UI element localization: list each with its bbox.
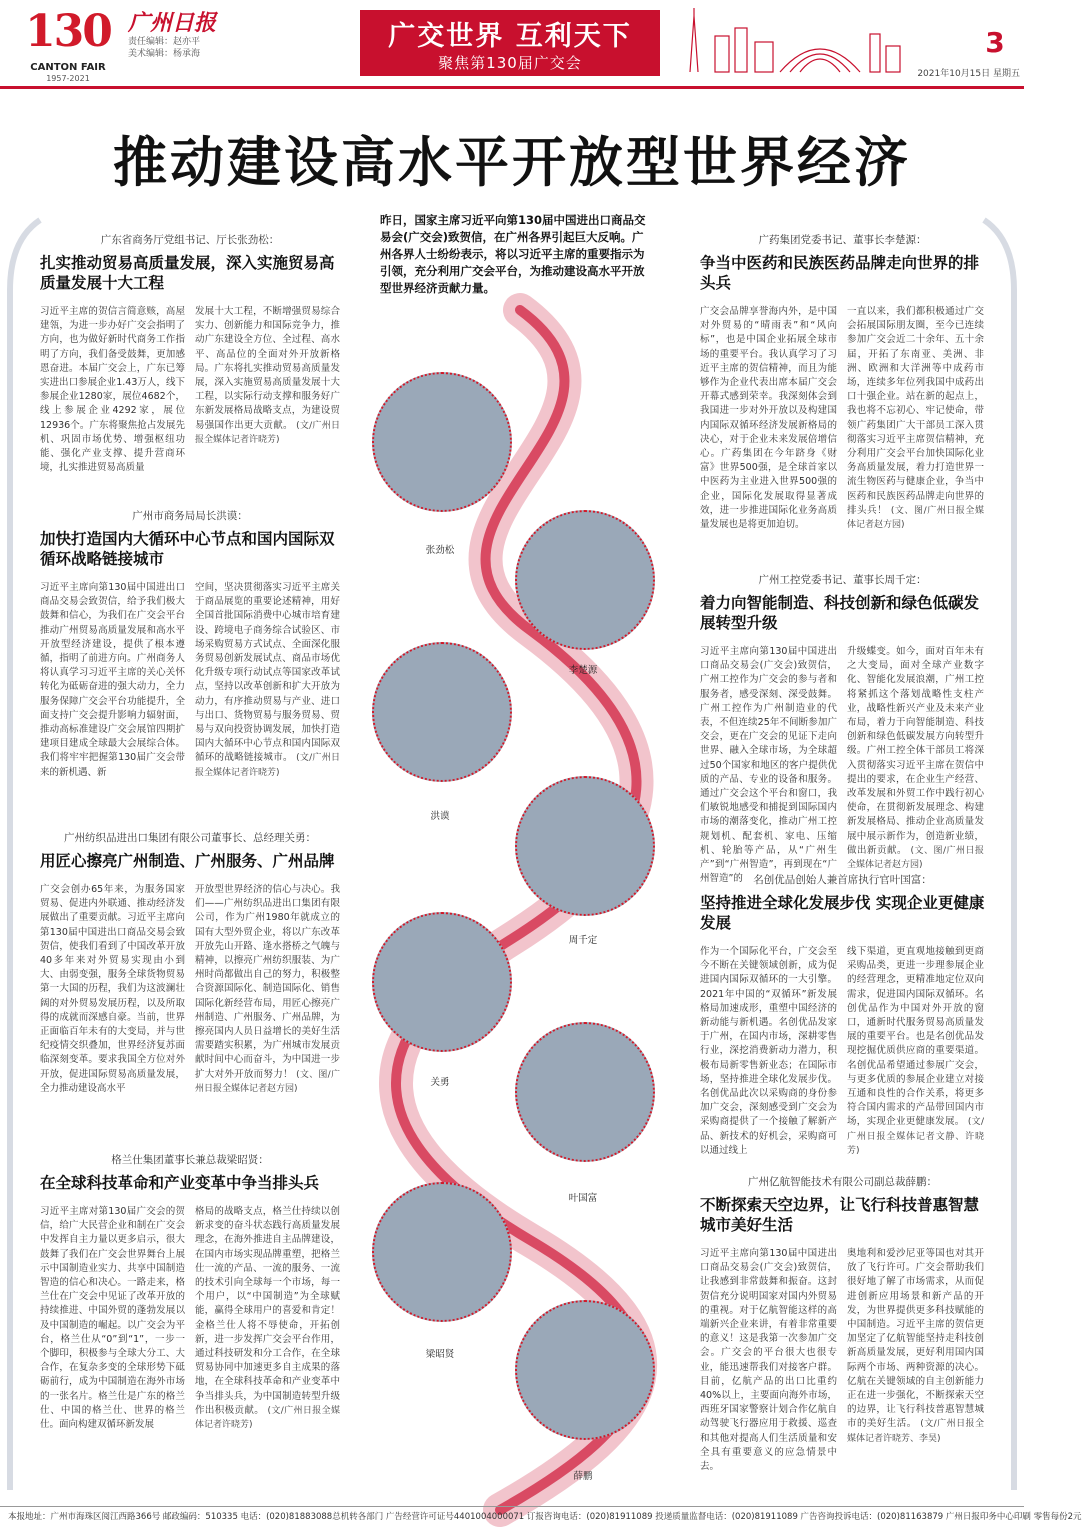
article-byline: 广州纺织品进出口集团有限公司董事长、总经理关勇： xyxy=(64,832,316,844)
article-credit: (文/广州日报全媒体记者许晓芳) xyxy=(195,1405,340,1431)
portrait-photo xyxy=(515,1300,655,1440)
person-name: 叶国富 xyxy=(568,1193,598,1204)
article-byline: 广药集团党委书记、董事长李楚源： xyxy=(758,234,927,246)
article-column: 广交会品牌享誉海内外，是中国对外贸易的“晴雨表”和“风向标”，也是中国企业拓展全球市场的重要平台。我认真学习了习近平主席的贺信精神，而且为能够作为企业代表出席本届广交会开幕式感到荣幸。我深刻体会到我国进一步对外开放以及构建国内国际双循环经济发展新格局的决心，对于企业未来发展倍增信心。广药集团在今年跻身《财富》世界500强，是全球首家以中医药为主业进入世界500强的企业，国际化发展取得显著成效，进一步推进国际化业务高质量发展也是将更加迫切。 xyxy=(700,306,837,531)
article-title: 坚持推进全球化发展步伐 实现企业更健康发展 xyxy=(700,894,985,932)
article-column xyxy=(847,1247,984,1474)
article-title: 争当中医药和民族医药品牌走向世界的排头兵 xyxy=(700,254,980,292)
article-title: 不断探索天空边界，让飞行科技普惠智慧城市美好生活 xyxy=(700,1196,980,1234)
canton-fair-logo xyxy=(14,6,122,83)
article-title: 在全球科技革命和产业变革中争当排头兵 xyxy=(40,1174,320,1192)
article-title: 加快打造国内大循环中心节点和国内国际双循环战略链接城市 xyxy=(40,530,335,568)
city-skyline-illustration xyxy=(660,6,920,72)
banner-subtitle: 聚焦第130届广交会 xyxy=(438,54,582,72)
article-credit: (文/广州日报全媒体记者许晓芳) xyxy=(195,420,340,445)
article-text: 格局的战略支点，格兰仕持续以创新求变的奋斗状态践行高质量发展理念，在海外推进自主品牌建设，在国内市场实现品牌重塑，把格兰仕一流的产品、一流的服务、一流的技术引向全球每一个市场，每一个用户，以“中国制造”为全球赋能，赢得全球用户的喜爱和肯定！金格兰仕人将不辱使命，开拓创新，进一步发挥广交会平台作用，通过科技研发和分工合作，在全球贸易协同中加速更多自主成果的落地，在全球科技革命和产业变革中争当排头兵，为中国制造转型升级作出积极贡献。 xyxy=(195,1206,340,1416)
person-name: 张劲松 xyxy=(425,545,455,556)
article-byline: 广州亿航智能技术有限公司副总裁薛鹏： xyxy=(748,1176,937,1188)
article-column xyxy=(195,581,340,780)
main-headline: 推动建设高水平开放型世界经济 xyxy=(113,131,911,194)
article-column xyxy=(847,945,984,1158)
intro-paragraph: 昨日，国家主席习近平向第130届中国进出口商品交易会(广交会)致贺信，在广州各界引起巨大反响。广州各界人士纷纷表示，将以习近平主席的重要指示为引领，充分利用广交会平台，为推动建设高水平开放型世界经济贡献力量。 xyxy=(380,213,646,295)
article-block xyxy=(40,1152,340,1497)
article-column: 习近平主席的贺信言简意赅，高屋建瓴，为进一步办好广交会指明了方向，也为做好新时代商务工作指明了方向，我们备受鼓舞，更加感恩奋进。本届广交会上，广东已筹实进出口参展企业1.43万人，线下参展企业1280家，展位4682个，线上参展企业4292家，展位12936个。广东将聚焦抢占发展先机、巩固市场优势、增强枢纽功能、强化产业支撑、提升营商环境，扎实推进贸易高质量 xyxy=(40,306,185,474)
portrait-photo xyxy=(515,776,655,916)
article-credit: (文/广州日报全媒体记者文静、许晓芳) xyxy=(847,1117,984,1156)
article-block xyxy=(700,872,985,1172)
article-credit: (文/广州日报全媒体记者许晓芳) xyxy=(195,753,340,778)
person-name: 梁昭贤 xyxy=(425,1349,455,1360)
article-credit: (文、图/广州日报全媒体记者赵方园) xyxy=(847,505,984,531)
page-number: 3 xyxy=(985,26,1005,59)
person-name: 周千定 xyxy=(568,935,598,946)
article-block xyxy=(40,508,340,820)
article-title: 用匠心擦亮广州制造、广州服务、广州品牌 xyxy=(40,852,335,870)
article-credit: (文/广州日报全媒体记者许晓芳、李昊) xyxy=(847,1419,984,1444)
person-name: 薛鹏 xyxy=(573,1471,593,1482)
article-text: 线下渠道，更直观地接触到更商采购品类，更进一步理参展企业的经营理念，更精准地定位双向需求，促进国内国际双循环。名创优品作为中国对外开放的窗口，通新时代服务贸易高质量发展的重要平台。也是名创优品发现挖掘优质供应商的重要渠道。名创优品希望通过参展广交会，与更多优质的参展企业建立对接互通和良性的合作关系，将更多符合国内需求的产品带回国内市场，实现企业更健康发展。 xyxy=(847,946,984,1128)
article-column xyxy=(195,305,340,475)
page-footer: 本报地址：广州市海珠区阅江西路366号 邮政编码：510335 电话：(020)81883088总机转各部门 广告经营许可证号4401004000071 订报咨询电话：(020)81911089 投递质量监督电话：(020)81911089 广告咨询投诉电话：(020)81163879 广州日报印务中心印刷 零售每份2元 xyxy=(0,1506,1024,1528)
logo-text: CANTON FAIR xyxy=(30,62,106,73)
article-column xyxy=(847,645,984,886)
article-column: 广交会创办65年来，为服务国家贸易、促进内外联通、推动经济发展做出了重要贡献。习近平主席向第130届中国进出口商品交易会致贺信，使我们看到了中国改革开放40多年来对外贸易实现由小到大、由弱变强，服务全球货物贸易第一大国的历程，我们为这波澜壮阔的对外贸易发展历程，以及所取得的成就而深感自豪。当前，世界正面临百年未有的大变局，并与世纪疫情交织叠加，世界经济复苏面临深刻变革。要求我国全方位对外开放，促进国际贸易高质量发展，全力推动建设高水平 xyxy=(40,884,185,1094)
article-credit: (文、图/广州日报全媒体记者赵方园) xyxy=(195,1069,340,1094)
article-column: 作为一个国际化平台，广交会至今不断在关键领域创新，成为促进国内国际双循环的一大引擎。2021年中国的“双循环”新发展格局加速成形，重塑中国经济的新动能与新机遇。名创优品发家于广州，在国内市场，深耕零售行业，深挖消费新动力潜力，积极布局新零售新业态；在国际市场，坚持推进全球化发展步伐。名创优品此次以采购商的身份参加广交会，深刻感受到广交会为采购商提供了一个接触了解新产品、新技术的好机会，采购商可以通过线上 xyxy=(700,946,837,1156)
portrait-photo xyxy=(372,372,512,512)
article-column xyxy=(195,1205,340,1432)
portrait-photo xyxy=(515,510,655,650)
article-block xyxy=(700,232,985,532)
article-column xyxy=(847,305,984,532)
article-text: 一直以来，我们都积极通过广交会拓展国际朋友圈，至今已连续参加广交会近二十余年、五十余届，开拓了东南亚、美洲、非洲、欧洲和大洋洲等中成药市场，连续多年位列我国中成药出口十强企业。站在新的起点上，我也将不忘初心、牢记使命，带领广药集团广大干部员工深入贯彻落实习近平主席贺信精神，充分利用广交会平台加快国际化业务高质量发展，着力打造世界一流生物医药与健康企业，争当中医药和民族医药品牌走向世界的排头兵！ xyxy=(847,306,984,516)
article-text: 奥地利和爱沙尼亚等国也对其开放了飞行许可。广交会帮助我们很好地了解了市场需求，从而促进创新应用场景和新产品的开发，为世界提供更多科技赋能的中国制造。习近平主席的贺信更加坚定了亿航智能坚持走科技创新高质量发展，更好利用国内国际两个市场、两种资源的决心。亿航在关键领域的自主创新能力正在进一步强化，不断探索天空的边界，让飞行科技普惠智慧城市的美好生活。 xyxy=(847,1248,984,1430)
person-name: 关勇 xyxy=(430,1077,450,1088)
issue-date: 2021年10月15日 星期五 xyxy=(917,69,1020,79)
editor-line: 责任编辑：赵亦平 xyxy=(128,37,201,47)
person-name: 洪谟 xyxy=(430,811,450,822)
portrait-photo xyxy=(372,642,512,782)
article-byline: 格兰仕集团董事长兼总裁梁昭贤： xyxy=(111,1154,269,1166)
article-text: 升级蝶变。如今，面对百年未有之大变局，面对全球产业数字化、智能化发展浪潮，广州工控将紧抓这个落划战略性支柱产业，战略性新兴产业及未来产业布局，着力于向智能制造、科技创新和绿色低碳发展方向转型升级。广州工控全体干部员工将深入贯彻落实习近平主席在贺信中提出的要求，在企业生产经营、改革发展和外贸工作中践行初心使命，在贯彻新发展理念、构建新发展格局、推动企业高质量发展中展示新作为，创造新业绩，做出新贡献。 xyxy=(847,646,984,856)
article-text: 开放型世界经济的信心与决心。我们——广州纺织品进出口集团有限公司，作为广州1980年就成立的国有大型外贸企业，将以广东改革开放先山开路、逢水搭桥之气魄与精神，以擦亮广州纺织服装、为广州时尚都做出自己的努力，积极整合资源国际化、制造国际化、销售国际化新经营布局，用匠心擦亮广州制造、广州服务、广州品牌，为擦亮国内人员日益增长的美好生活需要踏实积累，为广州城市发展贡献时间中心而奋斗，为中国进一步扩大对外开放而努力！ xyxy=(195,884,340,1080)
article-text: 空间，坚决贯彻落实习近平主席关于商品展览的重要论述精神，用好全国首批国际消费中心城市培育建设、跨境电子商务综合试验区、市场采购贸易方式试点、全面深化服务贸易创新发展试点、商品市场优化升级专项行动试点等国家改革试点，坚持以改革创新和扩大开放为动力，有序推动贸易与产业、进口与出口、货物贸易与服务贸易、贸易与双向投资协调发展，加快打造国内大循环中心节点和国内国际双循环的战略链接城市。 xyxy=(195,582,340,764)
article-block xyxy=(40,232,340,472)
article-column xyxy=(195,883,340,1096)
portrait-photo xyxy=(372,1182,512,1322)
article-title: 着力向智能制造、科技创新和绿色低碳发展转型升级 xyxy=(700,594,980,632)
portrait-photo xyxy=(372,912,512,1052)
article-byline: 广州工控党委书记、董事长周千定： xyxy=(758,574,927,586)
article-text: 发展十大工程，不断增强贸易综合实力、创新能力和国际竞争力，推动广东建设全方位、全过程、高水平、高品位的全面对外开放新格局。广东将扎实推动贸易高质量发展，深入实施贸易高质量发展十大工程，以实际行动支撑和服务好广东新发展格局战略支点，为建设贸易强国作出更大贡献。 xyxy=(195,306,340,431)
article-column: 习近平主席向第130届中国进出口商品交易会(广交会)致贺信，让我感到非常鼓舞和振奋。这封贺信充分说明国家对国内外贸易的重视。对于亿航智能这样的高端新兴企业来讲，有着非常重要的意义！这是我第一次参加广交会。广交会的平台很大也很专业，能迅速帮我们对接客户群。目前，亿航产品的出口比重约40%以上，主要面向海外市场，西班牙国家警察计划合作亿航自动驾驶飞行器应用于救援、巡查和其他对提高人们生活质量和安全具有重要意义的应急情景中去。 xyxy=(700,1248,837,1473)
person-name: 李楚源 xyxy=(568,665,598,676)
editor-credits xyxy=(128,36,268,60)
logo-number: 130 xyxy=(25,6,111,57)
newspaper-name: 广州日报 xyxy=(128,10,217,36)
portrait-photo xyxy=(515,1022,655,1162)
editor-line: 美术编辑：杨承海 xyxy=(128,49,201,59)
article-block xyxy=(700,1174,985,1499)
article-block xyxy=(40,830,340,1150)
logo-years: 1957-2021 xyxy=(46,74,90,83)
article-credit: (文、图/广州日报全媒体记者赵方园) xyxy=(847,845,984,871)
banner-title: 广交世界 互利天下 xyxy=(388,21,632,52)
article-byline: 名创优品创始人兼首席执行官叶国富： xyxy=(753,874,932,886)
article-column: 习近平主席向第130届中国进出口商品交易会致贺信，给予我们极大鼓舞和信心，为我们在广交会平台推动广州贸易高质量发展和高水平开放型经济建设，提供了根本遵循，指明了前进方向。广州商务人将认真学习习近平主席的关心关怀转化为砥砺奋进的强大动力，全力服务保障广交会平台功能提升，全面支持广交会提升影响力辐射面，推动高标准建设广交会展馆四期扩建项目建成全球最大会展综合体。我们将牢牢把握第130届广交会带来的新机遇、新 xyxy=(40,582,185,778)
article-column: 习近平主席向第130届中国进出口商品交易会(广交会)致贺信，广州工控作为广交会的参与者和服务者，感受深刻、深受鼓舞。广州工控作为广州制造业的代表，不但连续25年不间断参加广交会，更在广交会的见证下走向世界、融入全球市场，为全球超过50个国家和地区的客户提供优质的产品、专业的设备和服务。通过广交会这个平台和窗口，我们敏锐地感受和捕捉到国际国内市场的潮落变化，推动广州工控规划机、配套机、家电、压缩机、轮胎等产品，从“广州生产”到“广州智造”，再到现在“广州智造”的 xyxy=(700,646,837,885)
article-byline: 广州市商务局局长洪谟： xyxy=(132,510,248,522)
article-column: 习近平主席对第130届广交会的贺信，给广大民营企业和制在广交会中发挥自主力量以更多启示，很大鼓舞了我们在广交会世界舞台上展示中国制造业实力、共享中国制造智造的信心和决心。一路走来，格兰仕在广交会中见证了改革开放的持续推进、中国外贸的蓬勃发展以及中国制造的崛起。以广交会为平台，格兰仕从“0”到“1”，一步一个脚印，积极参与全球大分工、大合作，在复杂多变的全球形势下砥砺前行，成为中国制造在海外市场的一张名片。格兰仕是广东的格兰仕、中国的格兰仕、世界的格兰仕。面向构建双循环新发展 xyxy=(40,1206,185,1431)
article-byline: 广东省商务厅党组书记、厅长张劲松： xyxy=(100,234,280,246)
article-title: 扎实推动贸易高质量发展，深入实施贸易高质量发展十大工程 xyxy=(40,254,335,292)
